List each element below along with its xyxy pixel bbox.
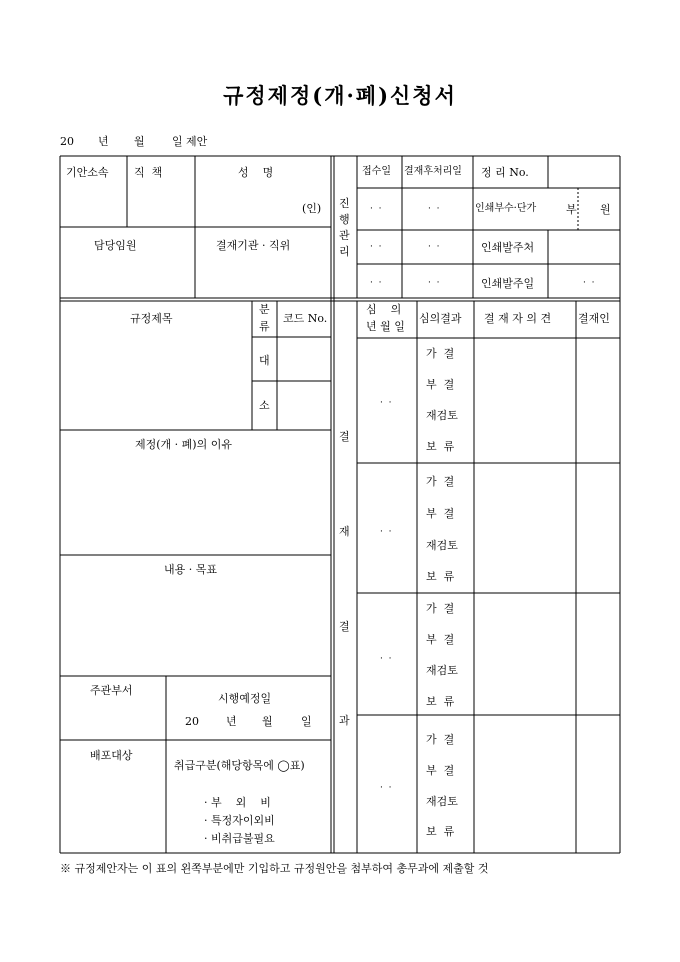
result-char-3: 결: [339, 620, 350, 633]
result-rejected: 부 결: [426, 507, 455, 520]
handling-option-3: · 비취급불필요: [204, 832, 275, 845]
class-big-label: 대: [259, 354, 270, 367]
progress-char-2: 행: [339, 213, 350, 226]
progress-char-1: 진: [339, 197, 350, 210]
date-day-label: 일: [172, 135, 183, 148]
effective-year-prefix: 20: [185, 715, 199, 728]
result-approved: 가 결: [426, 602, 455, 615]
dots: · ·: [428, 242, 440, 252]
class-small-label: 소: [259, 399, 270, 412]
progress-char-3: 관: [339, 229, 350, 242]
footnote: ※ 규정제안자는 이 표의 왼쪽부분에만 기입하고 규정원안을 첨부하여 총무과에 제출할 것: [60, 862, 489, 875]
approver-label: 결재기관 · 직위: [216, 239, 291, 252]
result-approved: 가 결: [426, 733, 455, 746]
result-pending: 보 류: [426, 570, 455, 583]
dots: · ·: [380, 527, 392, 537]
result-char-2: 재: [339, 525, 350, 538]
effective-date-label: 시행예정일: [218, 692, 272, 705]
dots: · ·: [370, 278, 382, 288]
dots: · ·: [428, 204, 440, 214]
result-pending: 보 류: [426, 825, 455, 838]
result-rejected: 부 결: [426, 378, 455, 391]
date-propose-label: 제안: [186, 135, 208, 148]
result-char-1: 결: [339, 430, 350, 443]
won-unit: 원: [600, 203, 611, 216]
effective-month-label: 월: [262, 715, 273, 728]
approver-opinion-label: 결 재 자 의 견: [484, 312, 552, 325]
effective-day-label: 일: [301, 715, 312, 728]
result-review: 재검토: [426, 795, 458, 808]
name-label: 성 명: [238, 166, 274, 179]
reason-label: 제정(개 · 폐)의 이유: [135, 438, 232, 451]
dots: · ·: [380, 783, 392, 793]
officer-label: 담당임원: [94, 239, 137, 252]
class-label-bottom: 류: [259, 320, 270, 333]
handling-option-2: · 특정자이외비: [204, 814, 275, 827]
dots: · ·: [428, 278, 440, 288]
dots: · ·: [370, 242, 382, 252]
date-month-label: 월: [134, 135, 145, 148]
receive-date-label: 접수일: [362, 166, 391, 177]
result-rejected: 부 결: [426, 633, 455, 646]
reg-title-label: 규정제목: [130, 312, 173, 325]
date-year-prefix: 20: [60, 135, 74, 148]
distribution-label: 배포대상: [90, 749, 133, 762]
review-result-label: 심의결과: [419, 312, 462, 325]
result-review: 재검토: [426, 539, 458, 552]
result-approved: 가 결: [426, 347, 455, 360]
progress-char-4: 리: [339, 245, 350, 258]
print-request-label: 인쇄발주처: [481, 241, 535, 254]
date-year-label: 년: [98, 135, 109, 148]
review-date-label-top: 심 의: [366, 303, 402, 316]
copies-unit: 부: [566, 203, 577, 216]
result-review: 재검토: [426, 664, 458, 677]
position-label: 직 책: [134, 166, 163, 179]
handling-option-1: · 부 외 비: [204, 796, 271, 809]
dots: · ·: [380, 654, 392, 664]
dots: · ·: [380, 398, 392, 408]
result-review: 재검토: [426, 409, 458, 422]
class-label-top: 분: [259, 303, 270, 316]
reg-no-label: 정 리 No.: [481, 166, 529, 179]
result-pending: 보 류: [426, 440, 455, 453]
result-rejected: 부 결: [426, 764, 455, 777]
dept-in-charge-label: 주관부서: [90, 684, 133, 697]
form-title: 규정제정(개·폐)신청서: [223, 83, 457, 108]
review-date-label-bottom: 년 월 일: [366, 320, 405, 333]
dots: · ·: [583, 278, 595, 288]
print-day-label: 인쇄발주일: [481, 277, 535, 290]
handling-label: 취급구분(해당항목에 ◯표): [174, 759, 305, 772]
effective-year-label: 년: [226, 715, 237, 728]
print-copies-label: 인쇄부수·단가: [475, 203, 537, 214]
dots: · ·: [370, 204, 382, 214]
dept-label: 기안소속: [66, 166, 109, 179]
post-date-label: 결재후처리일: [404, 166, 462, 177]
result-char-4: 과: [339, 714, 350, 727]
result-approved: 가 결: [426, 475, 455, 488]
code-no-label: 코드 No.: [283, 312, 328, 325]
signer-label: 결재인: [578, 312, 610, 325]
seal-label: (인): [302, 202, 322, 215]
result-pending: 보 류: [426, 695, 455, 708]
content-goal-label: 내용 · 목표: [164, 563, 217, 576]
